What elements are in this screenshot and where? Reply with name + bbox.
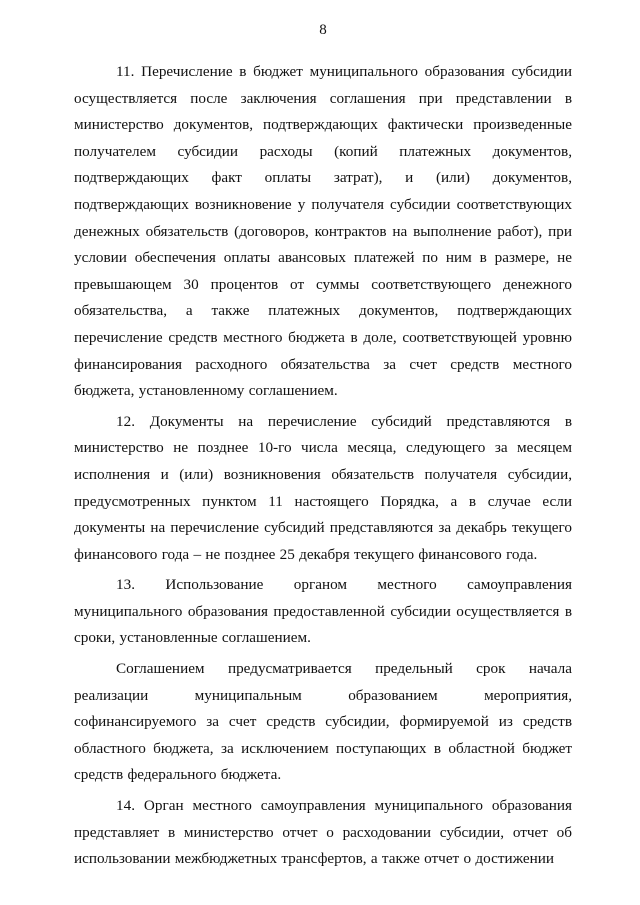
- paragraph-12: 12. Документы на перечисление субсидий представляются в министерство не позднее 10-го числа месяца, следующего за месяцем исполнения и (или) возникновения обязательств получателя субсидии, предусмотренных пунктом 11 настоящего Порядка, а в случае если документы на перечисление субсидий представляются за декабрь текущего финансового года – не позднее 25 декабря текущего финансового года.: [74, 412, 572, 563]
- paragraph-13: 13. Использование органом местного самоуправления муниципального образования предоставленной субсидии осуществляется в сроки, установленные соглашением.: [74, 576, 572, 647]
- paragraph-agreement-term: Соглашением предусматривается предельный срок начала реализации муниципальным образованием мероприятия, софинансируемого за счет средств субсидии, формируемой из средств областного бюджета, за исключением поступающих в областной бюджет средств федерального бюджета.: [74, 660, 572, 784]
- paragraph-11: 11. Перечисление в бюджет муниципального образования субсидии осуществляется после заключения соглашения при представлении в министерство документов, подтверждающих фактически произведенные получателем субсидии расходы (копий платежных документов, подтверждающих факт оплаты затрат), и (или) документов, подтверждающих возникновение у получателя субсидии соответствующих денежных обязательств (договоров, контрактов на выполнение работ), при условии обеспечения оплаты авансовых платежей по ним в размере, не превышающем 30 процентов от суммы соответствующего денежного обязательства, а также платежных документов, подтверждающих перечисление средств местного бюджета в доле, соответствующей уровню финансирования расходного обязательства за счет средств местного бюджета, установленному соглашением.: [74, 63, 572, 400]
- page-number: 8: [319, 22, 327, 38]
- paragraph-14: 14. Орган местного самоуправления муниципального образования представляет в министерство отчет о расходовании субсидии, отчет об использовании межбюджетных трансфертов, а также отчет о достижении: [74, 797, 572, 868]
